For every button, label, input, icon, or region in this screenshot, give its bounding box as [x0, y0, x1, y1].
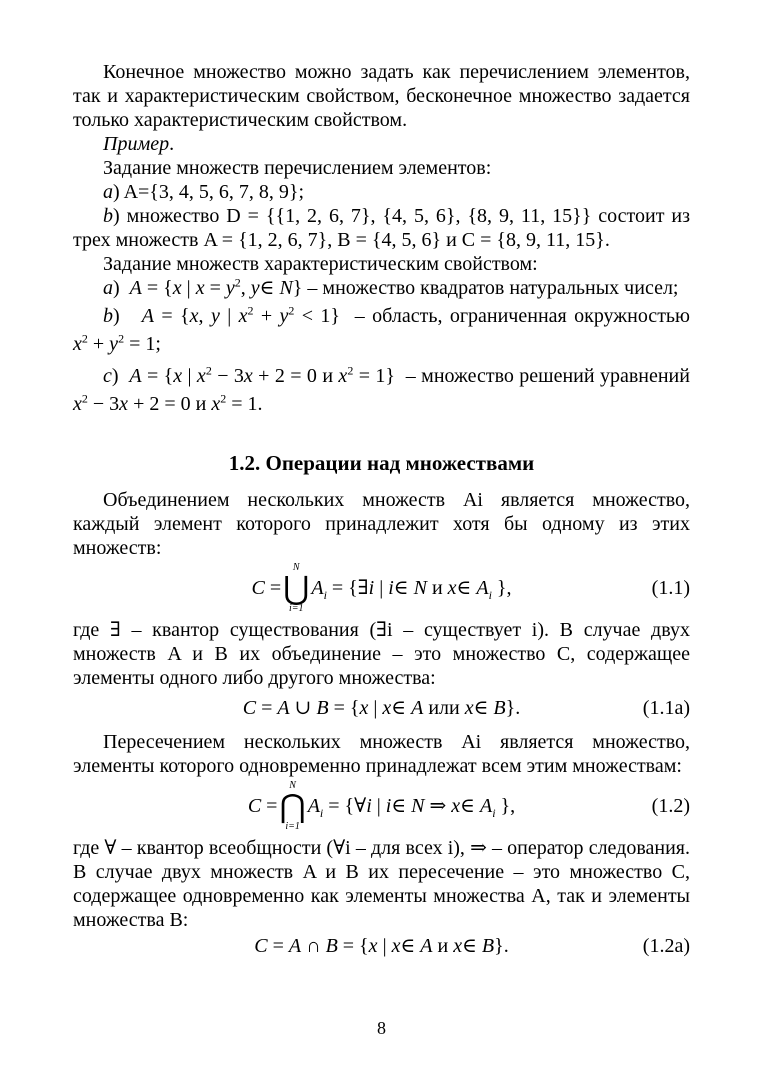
page-number: 8 [377, 1018, 386, 1038]
item-a: a) A={3, 4, 5, 6, 7, 8, 9}; [103, 181, 305, 203]
char-a-text: – множество квадратов натуральных чисел; [307, 277, 679, 299]
big-intersection-symbol: N ⋂ i=1 [279, 780, 306, 832]
forall-paragraph: где ∀ – квантор всеобщности (∀i – для всех i), ⇒ – оператор следования. В случае двух множеств A и B их пересечение – это множество C, содержащее одновременно как элементы множества A, так и элементы множества B: [73, 837, 690, 931]
equation-number: (1.1a) [642, 697, 690, 719]
equation-number: (1.2) [651, 795, 690, 817]
formula-1-2a: C = A ∩ B = {x | x∈ A и x∈ B}. (1.2a) [254, 935, 690, 957]
intersection-definition: Пересечением нескольких множеств Ai является множество, элементы которого одновременно принадлежат всем этим множествам: [73, 731, 690, 777]
equation-number: (1.2a) [642, 935, 690, 957]
section-title: 1.2. Операции над множествами [228, 451, 535, 475]
equation-number: (1.1) [651, 577, 690, 599]
char-c-text: – множество решений уравнений [405, 365, 690, 387]
item-b: b) множество D = {{1, 2, 6, 7}, {4, 5, 6}, {8, 9, 11, 15}} состоит из трех множеств A = {1, 2, 6, 7}, B = {4, 5, 6} и C = {8, 9, 11, 15}. [73, 205, 690, 251]
formula-1-1: C = N ⋃ i=1 $A_i$ = {∃i | i∈ N и x∈ $A_i$ }, (1.1) [251, 562, 690, 614]
char-item-a: a) A = {x | $x = y^2$, y∈ N} – множество квадратов натуральных чисел; [103, 275, 679, 299]
page-content [73, 60, 690, 958]
char-item-c: c) A = {x | $x^2 - 3x + 2 = 0$ и $x^2 = 1$} – множество решений уравнений [103, 363, 690, 387]
example-label: Пример. [103, 133, 175, 155]
formula-1-2: C = N ⋂ i=1 $A_i$ = {∀i | i∈ N ⇒ x∈ $A_i$ }, (1.2) [247, 780, 690, 832]
big-union-symbol: N ⋃ i=1 [283, 562, 310, 614]
item-b-text: множество D = {{1, 2, 6, 7}, {4, 5, 6}, {8, 9, 11, 15}} состоит из трех множеств A = {1, 2, 6, 7}, B = {4, 5, 6} и C = {8, 9, 11, 15}. [73, 205, 690, 251]
char-item-c-cont: $x^2 - 3x + 2 = 0$ и $x^2 = 1$. [73, 391, 263, 415]
char-b-text: – область, ограниченная окружностью [354, 305, 690, 327]
item-a-set: A={3, 4, 5, 6, 7, 8, 9}; [123, 181, 305, 203]
intro-paragraph: Конечное множество можно задать как перечислением элементов, так и характеристическим свойством, бесконечное множество задается только характеристическим свойством. [73, 61, 690, 131]
char-item-b: b) A = {x, y | $x^2 + y^2 < 1$} – область, ограниченная окружностью [103, 303, 690, 327]
exists-paragraph: где ∃ – квантор существования (∃i – существует i). В случае двух множеств A и B их объединение – это множество C, содержащее элементы одного либо другого множества: [73, 619, 690, 689]
char-item-b-cont: $x^2 + y^2 = 1$; [73, 331, 161, 355]
characteristic-title: Задание множеств характеристическим свойством: [103, 253, 538, 275]
enumeration-title: Задание множеств перечислением элементов: [103, 157, 492, 179]
formula-1-1a: C = A ∪ B = {x | x∈ A или x∈ B}. (1.1a) [242, 697, 690, 719]
union-definition: Объединением нескольких множеств Ai является множество, каждый элемент которого принадлежит хотя бы одному из этих множеств: [73, 489, 690, 559]
